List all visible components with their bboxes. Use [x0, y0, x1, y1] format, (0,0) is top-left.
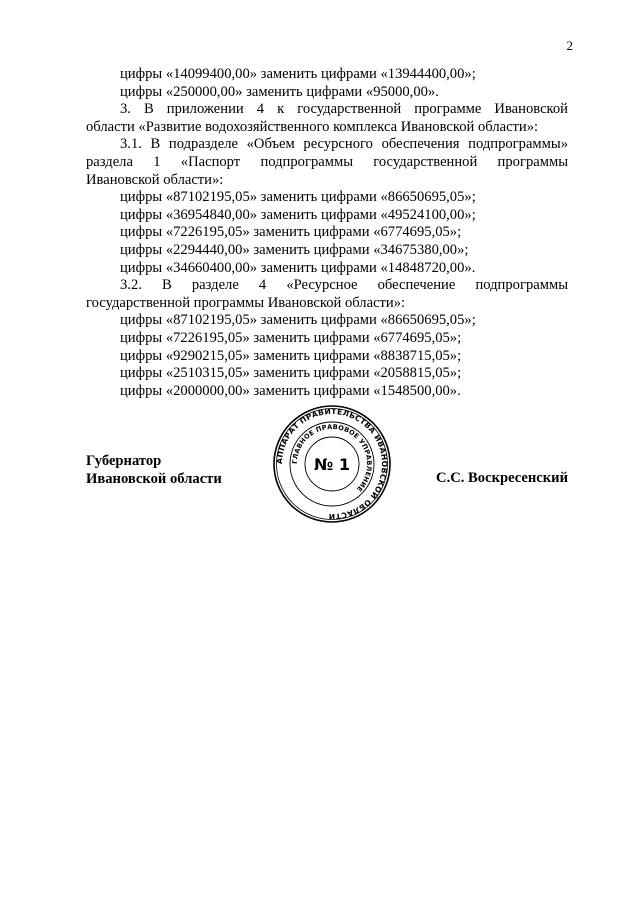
signer-title	[86, 452, 222, 488]
signer-title-line-1: Губернатор	[86, 453, 162, 469]
text-line: цифры «7226195,05» заменить цифрами «6774695,05»;	[120, 329, 462, 346]
text-line: цифры «87102195,05» заменить цифрами «86650695,05»;	[120, 189, 476, 206]
signer-title-line-2: Ивановской области	[86, 471, 222, 487]
text-line: цифры «7226195,05» заменить цифрами «6774695,05»;	[120, 224, 462, 241]
document-body	[86, 66, 568, 400]
text-line: цифры «2510315,05» заменить цифрами «2058815,05»;	[120, 365, 462, 382]
page-number: 2	[566, 38, 573, 53]
paragraph-3-1-line-2: раздела 1 «Паспорт подпрограммы государственной программы	[86, 153, 568, 170]
seal-inner-text: ГЛАВНОЕ ПРАВОВОЕ УПРАВЛЕНИЕ	[290, 422, 374, 494]
text-line: цифры «2000000,00» заменить цифрами «1548500,00».	[120, 382, 461, 399]
paragraph-3-1-line-1: 3.1. В подразделе «Объем ресурсного обеспечения подпрограммы»	[120, 136, 568, 153]
paragraph-3-1-line-3: Ивановской области»:	[86, 171, 224, 188]
text-line: цифры «14099400,00» заменить цифрами «13944400,00»;	[120, 66, 476, 82]
paragraph-3-2-line-1: 3.2. В разделе 4 «Ресурсное обеспечение подпрограммы	[120, 277, 568, 294]
text-line: цифры «250000,00» заменить цифрами «95000,00».	[120, 83, 439, 100]
text-line: цифры «9290215,05» заменить цифрами «8838715,05»;	[120, 347, 462, 364]
official-seal	[272, 404, 392, 524]
paragraph-3-line-2: области «Развитие водохозяйственного комплекса Ивановской области»:	[86, 118, 539, 135]
text-line: цифры «36954840,00» заменить цифрами «49524100,00»;	[120, 206, 476, 223]
paragraph-3-line-1: 3. В приложении 4 к государственной программе Ивановской	[120, 101, 568, 118]
seal-ring-text: АППАРАТ ПРАВИТЕЛЬСТВА ИВАНОВСКОЙ ОБЛАСТИ	[274, 406, 390, 522]
seal-center-number: № 1	[314, 455, 350, 474]
text-line: цифры «2294440,00» заменить цифрами «34675380,00»;	[120, 241, 469, 258]
paragraph-3-2-line-2: государственной программы Ивановской области»:	[86, 294, 406, 311]
text-line: цифры «34660400,00» заменить цифрами «14848720,00».	[120, 259, 476, 276]
text-line: цифры «87102195,05» заменить цифрами «86650695,05»;	[120, 312, 476, 329]
signer-name: С.С. Воскресенский	[436, 470, 568, 486]
